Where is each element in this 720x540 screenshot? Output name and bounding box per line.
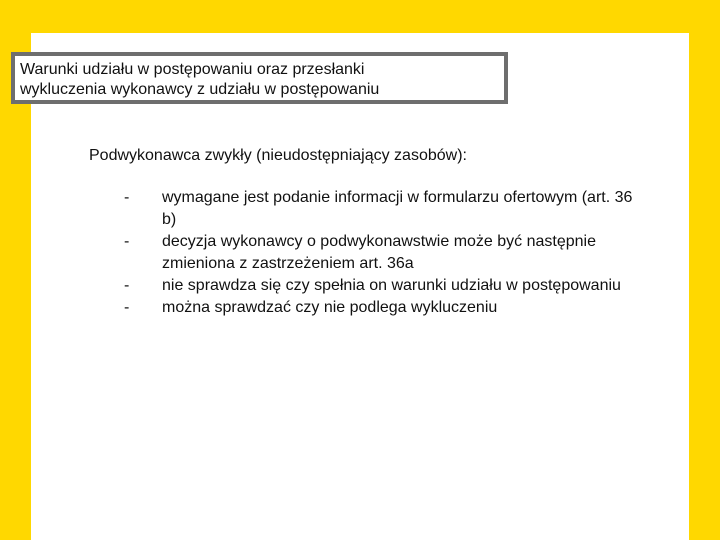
list-item-text: nie sprawdza się czy spełnia on warunki udziału w postępowaniu xyxy=(162,277,621,294)
list-item xyxy=(120,231,640,275)
list-item-text: można sprawdzać czy nie podlega wykluczeniu xyxy=(162,299,498,316)
dash-marker: - xyxy=(124,299,130,316)
list-item-text: decyzja wykonawcy o podwykonawstwie może być następnie zmieniona z zastrzeżeniem art. 36a xyxy=(162,233,596,272)
list-item xyxy=(120,187,640,231)
dash-marker: - xyxy=(124,233,130,250)
list-item xyxy=(120,275,640,297)
list-item xyxy=(120,297,640,319)
intro-text: Podwykonawca zwykły (nieudostępniający zasobów): xyxy=(89,147,467,164)
slide-title xyxy=(20,60,500,100)
list-item-text: wymagane jest podanie informacji w formularzu ofertowym (art. 36 b) xyxy=(162,189,633,228)
dash-marker: - xyxy=(124,277,130,294)
title-line-1: Warunki udziału w postępowaniu oraz przesłanki xyxy=(20,61,365,78)
dash-marker: - xyxy=(124,189,130,206)
bullet-list xyxy=(120,187,640,319)
title-line-2: wykluczenia wykonawcy z udziału w postępowaniu xyxy=(20,81,380,98)
